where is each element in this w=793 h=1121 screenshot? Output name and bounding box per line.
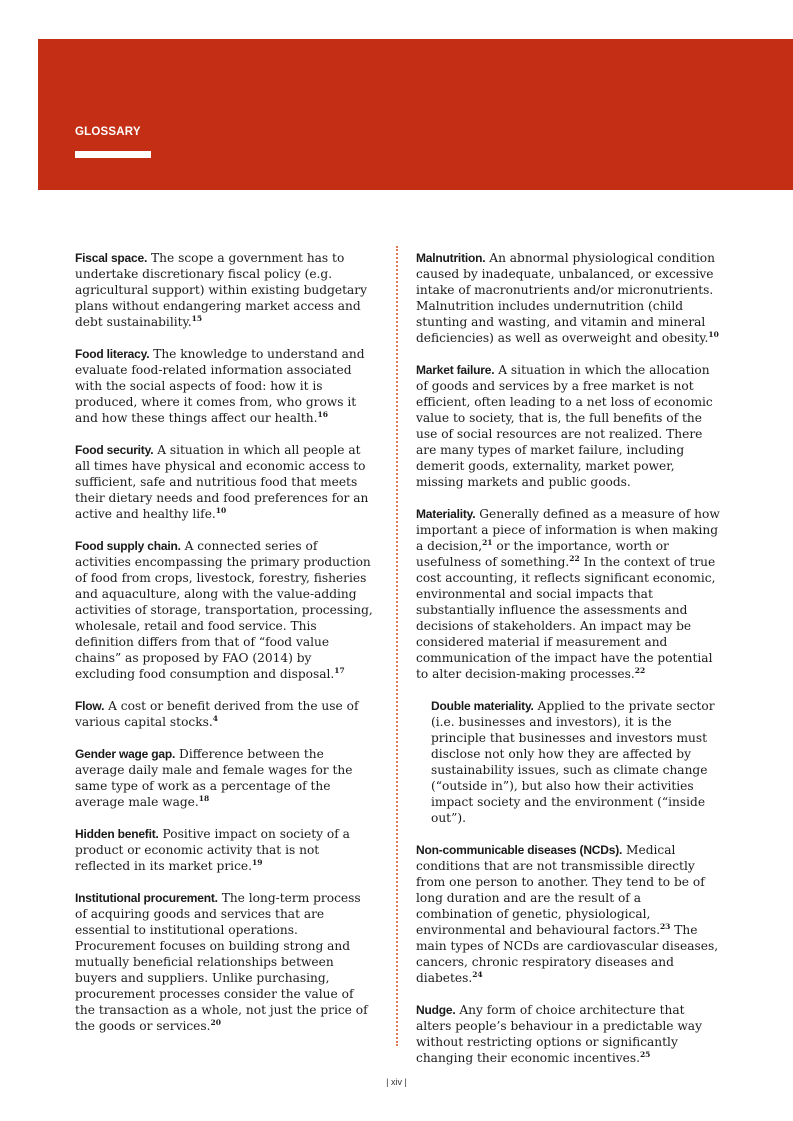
- glossary-entry-institutional-procurement: [75, 890, 375, 1034]
- footnote-ref: 4: [212, 713, 218, 723]
- page-title: GLOSSARY: [75, 126, 141, 138]
- glossary-entry-flow: [75, 698, 375, 730]
- glossary-term: Food security.: [75, 443, 154, 457]
- glossary-entry-food-literacy: [75, 346, 375, 426]
- footnote-ref: 19: [252, 857, 263, 867]
- glossary-definition: Positive impact on society of a product or economic activity that is not reflected in its market price.: [75, 827, 350, 873]
- glossary-term: Food literacy.: [75, 347, 150, 361]
- glossary-definition: Any form of choice architecture that alters people’s behaviour in a predictable way without restricting options or significantly changing their economic incentives.: [416, 1003, 702, 1065]
- glossary-entry-ncds: [416, 842, 721, 986]
- glossary-definition: or the importance, worth or usefulness of something.: [416, 539, 669, 569]
- footnote-ref: 22: [569, 553, 580, 563]
- glossary-entry-food-security: [75, 442, 375, 522]
- glossary-definition: A situation in which the allocation of goods and services by a free market is not efficient, often leading to a net loss of economic value to society, that is, the full benefits of the use of social resources are not realized. There are many types of market failure, including demerit goods, externality, market power, missing markets and public goods.: [416, 363, 713, 489]
- glossary-definition: In the context of true cost accounting, it reflects significant economic, environmental and social impacts that substantially influence the assessments and decisions of stakeholders. An impact may be considered material if measurement and communication of the impact have the potential to alter decision-making processes.: [416, 555, 716, 681]
- glossary-entry-materiality: [416, 506, 721, 682]
- glossary-entry-double-materiality: [431, 698, 721, 826]
- footnote-ref: 17: [334, 665, 345, 675]
- footnote-ref: 10: [708, 329, 719, 339]
- footnote-ref: 24: [472, 969, 483, 979]
- glossary-entry-food-supply-chain: [75, 538, 375, 682]
- glossary-definition: Medical conditions that are not transmissible directly from one person to another. They tend to be of long duration and are the result of a combination of genetic, physiological, environmental and behavioural factors.: [416, 843, 705, 937]
- glossary-definition: Difference between the average daily male and female wages for the same type of work as a percentage of the average male wage.: [75, 747, 353, 809]
- glossary-entry-gender-wage-gap: [75, 746, 375, 810]
- glossary-entry-nudge: [416, 1002, 721, 1066]
- footnote-ref: 15: [191, 313, 203, 323]
- footnote-ref: 20: [210, 1017, 221, 1027]
- glossary-definition: The scope a government has to undertake discretionary fiscal policy (e.g. agricultural support) within existing budgetary plans without endangering market access and debt sustainability.: [75, 251, 367, 329]
- glossary-term: Gender wage gap.: [75, 747, 176, 761]
- footnote-ref: 16: [317, 409, 328, 419]
- glossary-definition: The knowledge to understand and evaluate food-related information associated with the social aspects of food: how it is produced, where it comes from, who grows it and how these things affect our health.: [75, 347, 365, 425]
- title-underline: [75, 151, 151, 158]
- header-band: [38, 39, 793, 190]
- glossary-entry-market-failure: [416, 362, 721, 490]
- glossary-term: Malnutrition.: [416, 251, 486, 265]
- glossary-left-column: [75, 250, 375, 1050]
- footnote-ref: 10: [215, 505, 227, 515]
- glossary-right-column: [416, 250, 721, 1082]
- glossary-definition: A connected series of activities encompassing the primary production of food from crops, livestock, forestry, fisheries and aquaculture, along with the value-adding activities of storage, transportation, processing, wholesale, retail and food service. This definition differs from that of “food value chains” as proposed by FAO (2014) by excluding food consumption and disposal.: [75, 539, 373, 681]
- footnote-ref: 18: [198, 793, 210, 803]
- glossary-term: Hidden benefit.: [75, 827, 159, 841]
- footnote-ref: 22: [634, 665, 646, 675]
- glossary-term: Food supply chain.: [75, 539, 181, 553]
- footnote-ref: 23: [659, 921, 671, 931]
- column-divider: [396, 246, 398, 1046]
- glossary-definition: Generally defined as a measure of how important a piece of information is when making a decision,: [416, 507, 720, 553]
- glossary-definition: A situation in which all people at all times have physical and economic access to sufficient, safe and nutritious food that meets their dietary needs and food preferences for an active and healthy life.: [75, 443, 369, 521]
- glossary-term: Fiscal space.: [75, 251, 148, 265]
- glossary-entry-hidden-benefit: [75, 826, 375, 874]
- page-number: | xiv |: [386, 1077, 407, 1087]
- glossary-definition: An abnormal physiological condition caused by inadequate, unbalanced, or excessive intake of macronutrients and/or micronutrients. Malnutrition includes undernutrition (child stunting and wasting, and vitamin and mineral deficiencies) as well as overweight and obesity.: [416, 251, 715, 345]
- footnote-ref: 25: [639, 1049, 651, 1059]
- glossary-term: Market failure.: [416, 363, 495, 377]
- glossary-term: Materiality.: [416, 507, 476, 521]
- glossary-term: Double materiality.: [431, 699, 534, 713]
- glossary-term: Non-communicable diseases (NCDs).: [416, 843, 623, 857]
- glossary-term: Flow.: [75, 699, 105, 713]
- glossary-definition: The main types of NCDs are cardiovascular diseases, cancers, chronic respiratory diseases and diabetes.: [416, 923, 719, 985]
- glossary-definition: Applied to the private sector (i.e. businesses and investors), it is the principle that businesses and investors must disclose not only how they are affected by sustainability issues, such as climate change (“outside in”), but also how their activities impact society and the environment (“inside out”).: [431, 699, 715, 825]
- footnote-ref: 21: [482, 537, 493, 547]
- glossary-term: Institutional procurement.: [75, 891, 218, 905]
- glossary-definition: The long-term process of acquiring goods and services that are essential to institutional operations. Procurement focuses on building strong and mutually beneficial relationships between buyers and suppliers. Unlike purchasing, procurement processes consider the value of the transaction as a whole, not just the price of the goods or services.: [75, 891, 368, 1033]
- glossary-term: Nudge.: [416, 1003, 456, 1017]
- glossary-entry-fiscal-space: [75, 250, 375, 330]
- glossary-definition: A cost or benefit derived from the use of various capital stocks.: [75, 699, 359, 729]
- glossary-entry-malnutrition: [416, 250, 721, 346]
